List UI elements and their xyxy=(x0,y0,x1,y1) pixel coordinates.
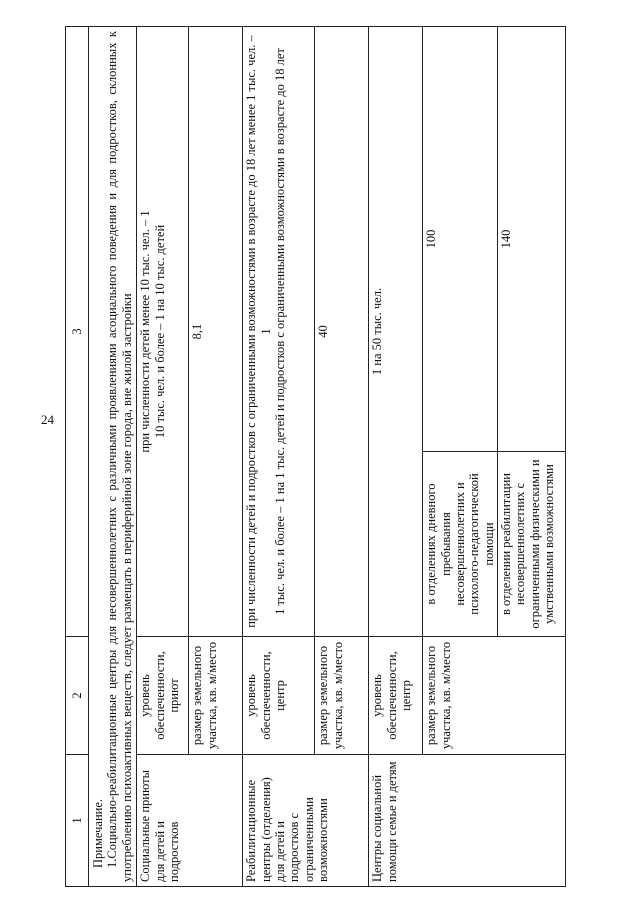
category-cell: Реабилитационные центры (отделения) для детей и подростков с ограниченными возможностями xyxy=(243,755,369,887)
value-cell: при численности детей менее 10 тыс. чел. – 1 10 тыс. чел. и более – 1 на 10 тыс. детей xyxy=(137,27,189,637)
header-row xyxy=(66,27,89,887)
param-cell: уровень обеспеченности, центр xyxy=(369,637,423,755)
note-title: Примечание. xyxy=(91,798,105,868)
note-cell xyxy=(89,27,137,887)
page-number: 24 xyxy=(41,412,54,427)
param-cell: размер земельного участка, кв. м/место xyxy=(189,637,243,755)
rotated-table-container xyxy=(65,27,623,887)
param-cell: размер земельного участка, кв. м/место xyxy=(423,637,566,755)
sub-label-cell: в отделении реабилитации несовершеннолетних с ограниченными физическими и умственными возможностями xyxy=(498,452,566,637)
category-cell: Социальные приюты для детей и подростков xyxy=(137,755,243,887)
sub-value-cell: 100 xyxy=(423,27,498,452)
value-cell: при численности детей и подростков с ограниченными возможностями в возрасте до 18 лет менее 1 тыс. чел. – 1 1 тыс. чел. и более – 1 на 1 тыс. детей и подростков с ограниченными возможностями в возрасте до 18 лет xyxy=(243,27,315,637)
value-cell: 40 xyxy=(315,27,369,637)
table-row xyxy=(243,27,315,887)
header-col-2: 2 xyxy=(66,637,89,755)
param-cell: уровень обеспеченности, приют xyxy=(137,637,189,755)
header-col-3: 3 xyxy=(66,27,89,637)
value-cell: 1 на 50 тыс. чел. xyxy=(369,27,423,637)
param-cell: размер земельного участка, кв. м/место xyxy=(315,637,369,755)
note-text: 1.Социально-реабилитационные центры для несовершеннолетних с различными проявлениями асоциального поведения и для подростков, склонных к употреблению психоактивных веществ, следует размещать в периферийной зоне города, вне жилой застройки xyxy=(105,31,134,882)
norms-table xyxy=(65,26,566,887)
table-row xyxy=(369,27,423,887)
param-cell: уровень обеспеченности, центр xyxy=(243,637,315,755)
category-cell: Центры социальной помощи семье и детям xyxy=(369,755,566,887)
table-row xyxy=(137,27,189,887)
sub-label-cell: в отделениях дневного пребывания несовершеннолетних и психолого-педагогической помощи xyxy=(423,452,498,637)
note-row xyxy=(89,27,137,887)
value-cell: 8,1 xyxy=(189,27,243,637)
sub-value-cell: 140 xyxy=(498,27,566,452)
header-col-1: 1 xyxy=(66,755,89,887)
